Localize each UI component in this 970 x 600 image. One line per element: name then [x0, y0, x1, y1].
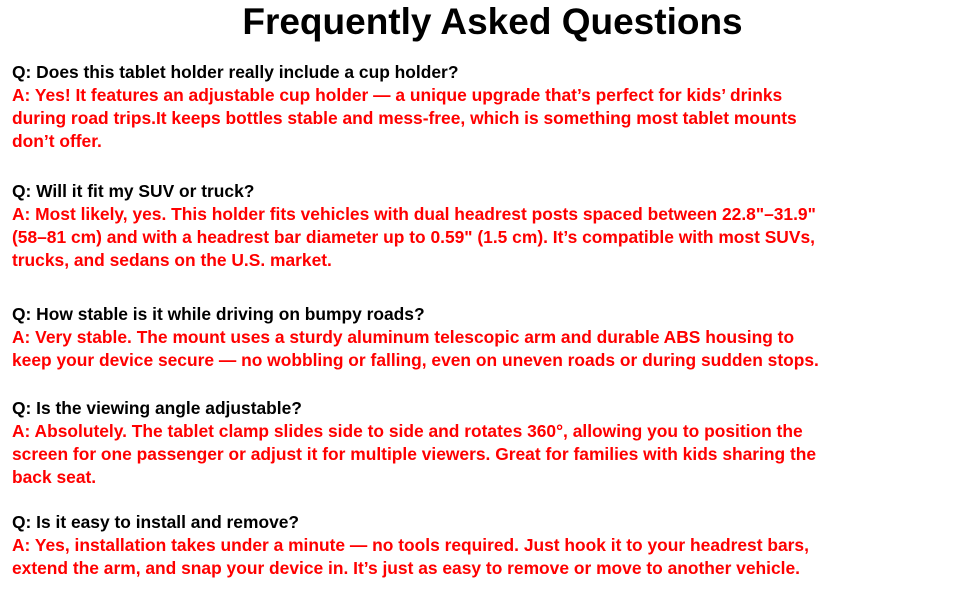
- faq-answer-line: (58–81 cm) and with a headrest bar diameter up to 0.59" (1.5 cm). It’s compatible with most SUVs,: [12, 227, 815, 247]
- faq-question: Q: Is the viewing angle adjustable?: [12, 398, 302, 418]
- faq-answer-line: keep your device secure — no wobbling or falling, even on uneven roads or during sudden stops.: [12, 350, 819, 370]
- faq-item: [12, 61, 970, 153]
- faq-answer-line: A: Absolutely. The tablet clamp slides side to side and rotates 360°, allowing you to position the: [12, 421, 803, 441]
- faq-item: [12, 303, 970, 372]
- faq-question: Q: Is it easy to install and remove?: [12, 512, 300, 532]
- faq-answer: [12, 534, 970, 580]
- faq-answer-line: A: Most likely, yes. This holder fits vehicles with dual headrest posts spaced between 22.8"–31.9": [12, 204, 816, 224]
- faq-answer-line: A: Very stable. The mount uses a sturdy aluminum telescopic arm and durable ABS housing to: [12, 327, 795, 347]
- faq-answer-line: back seat.: [12, 467, 97, 487]
- faq-question: Q: Does this tablet holder really include a cup holder?: [12, 62, 459, 82]
- faq-answer-line: screen for one passenger or adjust it for multiple viewers. Great for families with kids sharing the: [12, 444, 817, 464]
- faq-answer: [12, 420, 970, 489]
- faq-answer-line: during road trips.It keeps bottles stable and mess-free, which is something most tablet mounts: [12, 108, 797, 128]
- faq-answer-line: extend the arm, and snap your device in. It’s just as easy to remove or move to another vehicle.: [12, 558, 800, 578]
- faq-answer-line: A: Yes! It features an adjustable cup holder — a unique upgrade that’s perfect for kids’ drinks: [12, 85, 783, 105]
- faq-answer-line: trucks, and sedans on the U.S. market.: [12, 250, 332, 270]
- faq-question: Q: Will it fit my SUV or truck?: [12, 181, 255, 201]
- page-title: Frequently Asked Questions: [242, 1, 743, 42]
- faq-question: Q: How stable is it while driving on bumpy roads?: [12, 304, 425, 324]
- faq-answer: [12, 84, 970, 153]
- faq-item: [12, 397, 970, 489]
- faq-answer-line: A: Yes, installation takes under a minute — no tools required. Just hook it to your headrest bars,: [12, 535, 809, 555]
- faq-answer: [12, 203, 970, 272]
- faq-answer: [12, 326, 970, 372]
- faq-item: [12, 180, 970, 272]
- faq-item: [12, 511, 970, 580]
- faq-answer-line: don’t offer.: [12, 131, 102, 151]
